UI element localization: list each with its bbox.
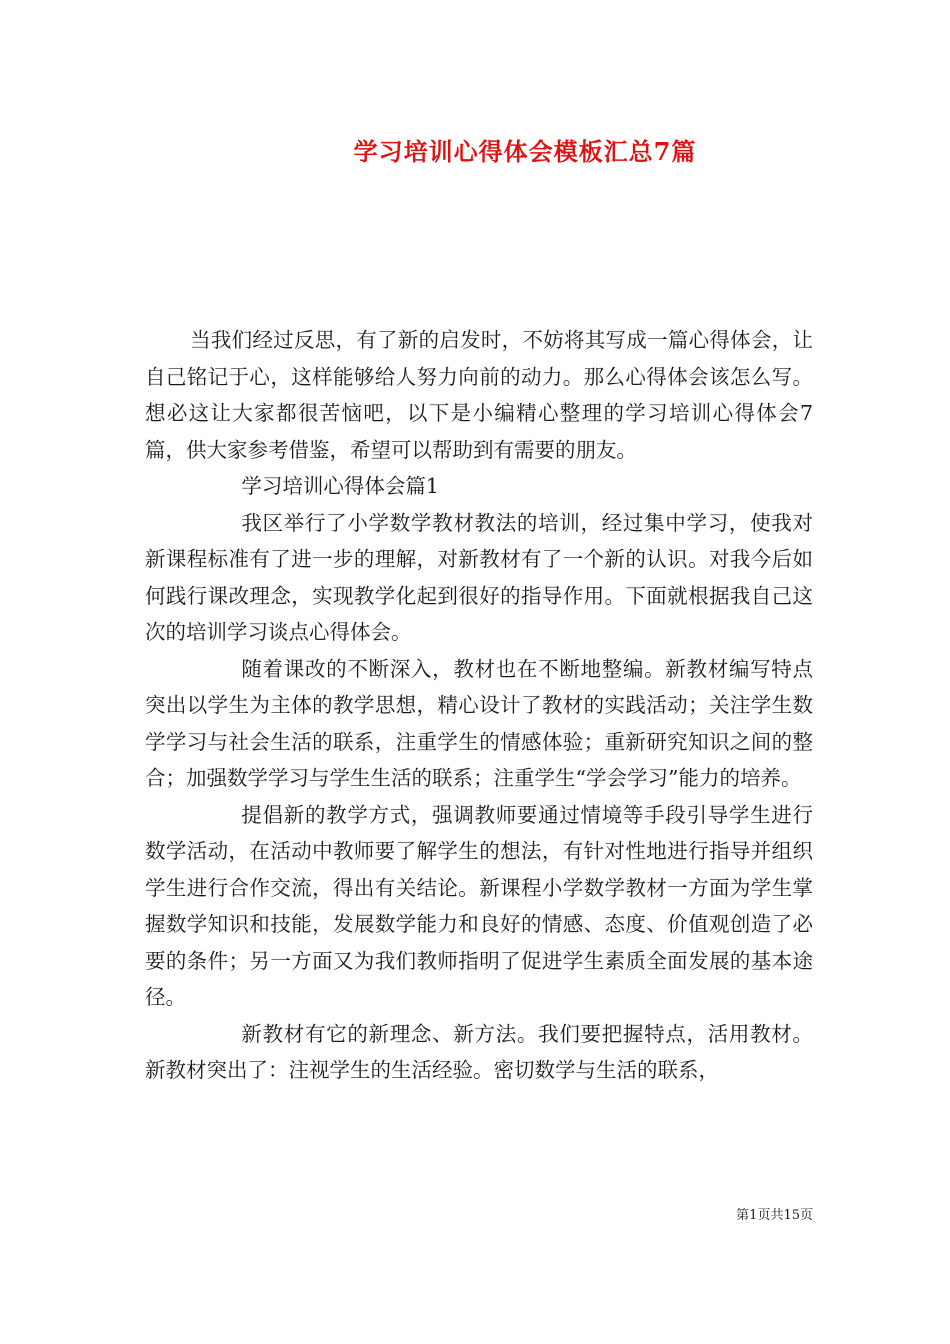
paragraph-2: 随着课改的不断深入，教材也在不断地整编。新教材编写特点突出以学生为主体的教学思想，精心设计了教材的实践活动；关注学生数学学习与社会生活的联系，注重学生的情感体验；重新研究知识之间的整合；加强数学学习与学生生活的联系；注重学生“学会学习”能力的培养。 bbox=[145, 656, 813, 790]
paragraph-intro: 当我们经过反思，有了新的启发时，不妨将其写成一篇心得体会，让自己铭记于心，这样能够给人努力向前的动力。那么心得体会该怎么写。想必这让大家都很苦恼吧，以下是小编精心整理的学习培训心得体会7篇，供大家参考借鉴，希望可以帮助到有需要的朋友。 bbox=[145, 328, 813, 462]
document-body bbox=[145, 322, 813, 1089]
paragraph-1: 我区举行了小学数学教材教法的培训，经过集中学习，使我对新课程标准有了进一步的理解，对新教材有了一个新的认识。对我今后如何践行课改理念，实现教学化起到很好的指导作用。下面就根据我自己这次的培训学习谈点心得体会。 bbox=[145, 510, 813, 644]
paragraph-3: 提倡新的教学方式，强调教师要通过情境等手段引导学生进行数学活动，在活动中教师要了解学生的想法，有针对性地进行指导并组织学生进行合作交流，得出有关结论。新课程小学数学教材一方面为学生掌握数学知识和技能，发展数学能力和良好的情感、态度、价值观创造了必要的条件；另一方面又为我们教师指明了促进学生素质全面发展的基本途径。 bbox=[145, 802, 813, 1009]
section-heading-1: 学习培训心得体会篇1 bbox=[241, 474, 439, 498]
page-number-footer: 第1页共15页 bbox=[736, 1208, 813, 1223]
paragraph-4: 新教材有它的新理念、新方法。我们要把握特点，活用教材。新教材突出了：注视学生的生活经验。密切数学与生活的联系， bbox=[145, 1021, 813, 1082]
document-title: 学习培训心得体会模板汇总7篇 bbox=[353, 137, 697, 166]
